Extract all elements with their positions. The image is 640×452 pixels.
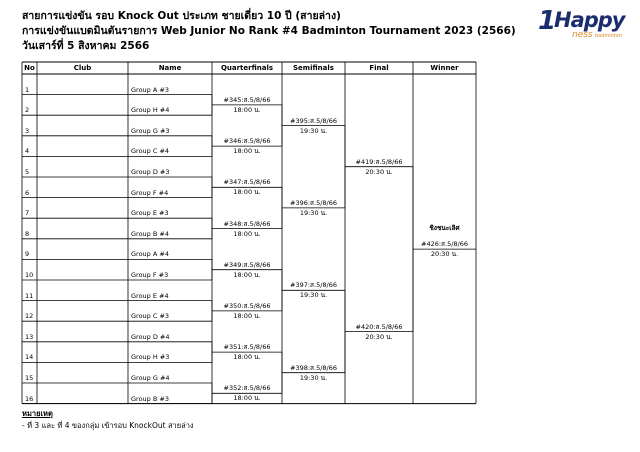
winner-match-code: #426:ส.5/8/66 (421, 240, 468, 249)
row-number: 4 (25, 147, 30, 156)
final-match-code: #420:ส.5/8/66 (355, 322, 403, 331)
player-name: Group E #3 (131, 209, 169, 218)
sf-match-time: 19:30 น. (299, 291, 328, 300)
player-name: Group G #4 (131, 374, 170, 382)
row-number: 13 (25, 332, 34, 341)
final-match-time: 20:30 น. (365, 332, 393, 341)
row-number: 8 (25, 229, 30, 238)
qf-match-code: #345:ส.5/8/66 (223, 95, 271, 104)
qf-match-code: #349:ส.5/8/66 (223, 260, 271, 269)
qf-match-time: 18:00 น. (233, 105, 261, 114)
qf-match-code: #350:ส.5/8/66 (223, 301, 271, 310)
row-number: 14 (25, 353, 34, 362)
player-name: Group H #3 (131, 353, 170, 362)
column-header: Quarterfinals (220, 64, 274, 72)
sf-match-time: 19:30 น. (299, 126, 328, 135)
row-number: 16 (25, 394, 34, 403)
column-header: Club (73, 64, 92, 72)
player-name: Group H #4 (131, 106, 170, 115)
player-name: Group A #4 (131, 250, 169, 259)
title-line-1: สายการแข่งขัน รอบ Knock Out ประเภท ชายเดี่ยว 10 ปี (สายล่าง) (22, 10, 341, 22)
player-name: Group E #4 (131, 291, 169, 300)
qf-match-time: 18:00 น. (233, 353, 261, 362)
sf-match-code: #397:ส.5/8/66 (290, 281, 337, 290)
qf-match-time: 18:00 น. (233, 394, 261, 403)
player-name: Group D #3 (131, 168, 170, 176)
qf-match-code: #346:ส.5/8/66 (223, 137, 271, 146)
column-header: Winner (430, 64, 459, 72)
qf-match-code: #352:ส.5/8/66 (223, 384, 271, 393)
qf-match-code: #348:ส.5/8/66 (223, 219, 271, 228)
sf-match-time: 19:30 น. (299, 208, 328, 217)
column-header: No (24, 64, 35, 72)
qf-match-time: 18:00 น. (233, 147, 261, 156)
player-name: Group C #4 (131, 147, 170, 156)
column-header: Semifinals (293, 64, 334, 72)
qf-match-time: 18:00 น. (233, 311, 261, 320)
player-name: Group C #3 (131, 312, 170, 321)
row-number: 7 (25, 209, 30, 218)
player-name: Group F #4 (131, 188, 169, 197)
sf-match-time: 19:30 น. (299, 373, 328, 382)
title-line-3: วันเสาร์ที่ 5 สิงหาคม 2566 (22, 40, 150, 52)
title-line-2: การแข่งขันแบดมินตันรายการ Web Junior No Rank #4 Badminton Tournament 2023 (2566) (22, 25, 516, 37)
player-name: Group F #3 (131, 271, 169, 279)
player-name: Group D #4 (131, 332, 170, 341)
row-number: 6 (25, 188, 30, 197)
final-match-code: #419:ส.5/8/66 (355, 157, 403, 166)
qf-match-time: 18:00 น. (233, 270, 261, 279)
sf-match-code: #398:ส.5/8/66 (290, 363, 337, 372)
sf-match-code: #395:ส.5/8/66 (290, 116, 337, 125)
happyness-logo: 1 Happy ness badminton (538, 6, 625, 40)
winner-match-time: 20:30 น. (430, 250, 459, 259)
column-header: Final (369, 64, 389, 72)
column-header: Name (158, 64, 182, 72)
qf-match-time: 18:00 น. (233, 229, 261, 238)
player-name: Group B #4 (131, 229, 169, 238)
row-number: 11 (25, 291, 34, 300)
row-number: 1 (25, 85, 30, 94)
player-name: Group B #3 (131, 394, 169, 403)
note-text: - ที่ 3 และ ที่ 4 ของกลุ่ม เข้ารอบ KnockOut สายล่าง (22, 421, 194, 430)
row-number: 3 (25, 126, 30, 135)
player-name: Group G #3 (131, 126, 170, 135)
player-name: Group A #3 (131, 85, 169, 94)
row-number: 10 (25, 271, 34, 279)
note-title: หมายเหตุ (22, 409, 53, 418)
row-number: 9 (25, 250, 30, 259)
qf-match-code: #351:ส.5/8/66 (223, 343, 271, 352)
row-number: 12 (25, 312, 34, 321)
sf-match-code: #396:ส.5/8/66 (290, 198, 337, 207)
row-number: 5 (25, 168, 30, 176)
final-match-time: 20:30 น. (365, 167, 393, 176)
row-number: 2 (25, 106, 30, 115)
qf-match-code: #347:ส.5/8/66 (223, 178, 271, 187)
row-number: 15 (25, 374, 34, 382)
qf-match-time: 18:00 น. (233, 188, 261, 197)
winner-label: ชิงชนะเลิศ (429, 224, 460, 233)
